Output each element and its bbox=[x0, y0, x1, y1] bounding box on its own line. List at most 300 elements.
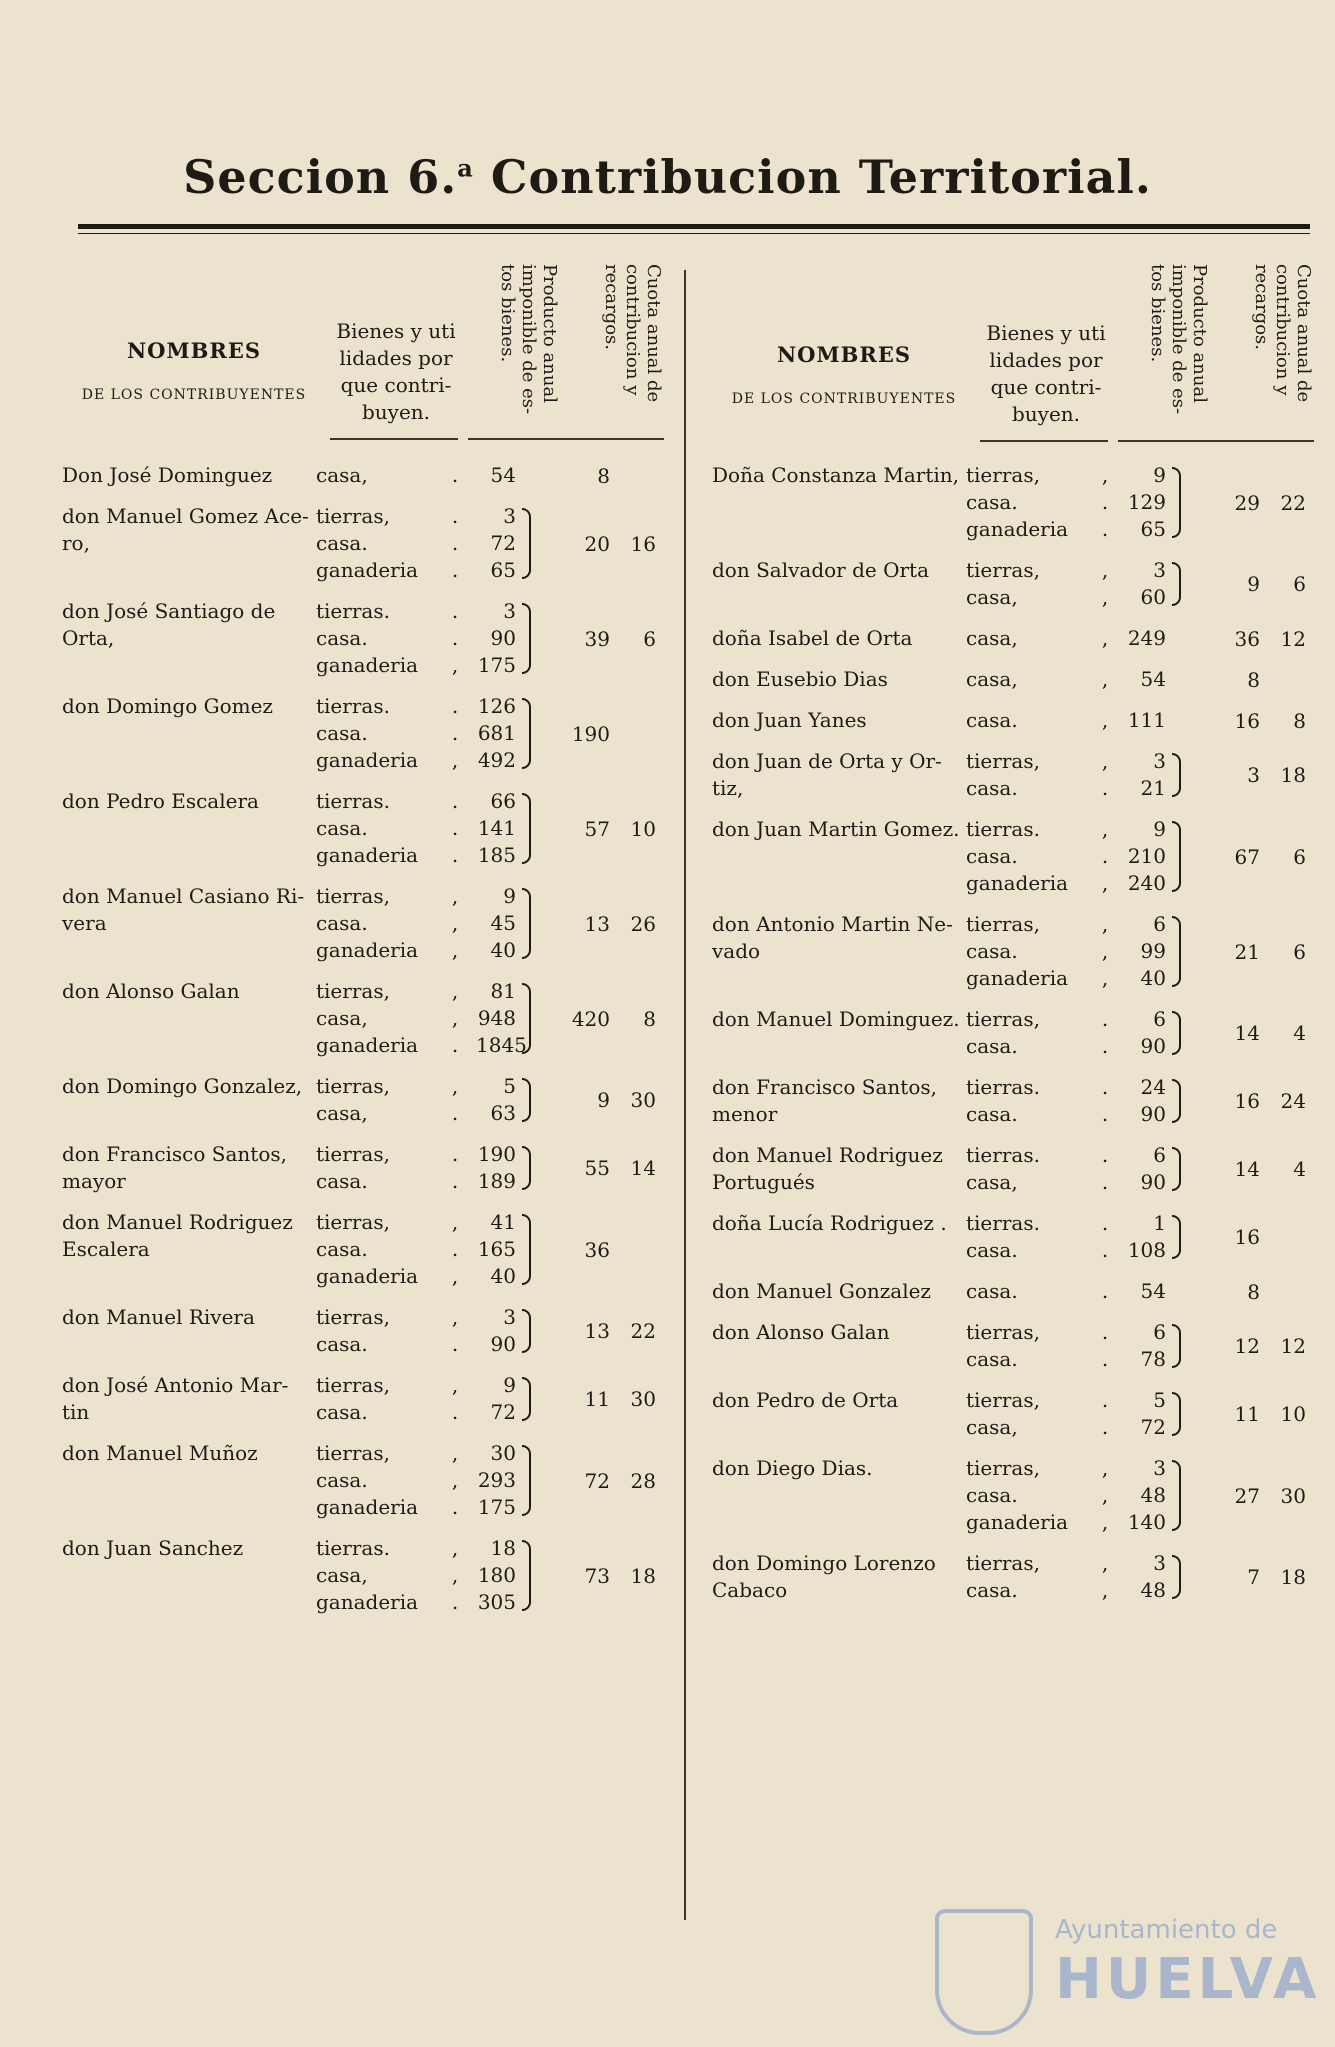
asset-leader: . bbox=[1101, 1347, 1109, 1371]
asset-leader: , bbox=[451, 1373, 459, 1397]
asset-leader: , bbox=[451, 1264, 459, 1288]
header-bienes-left bbox=[326, 318, 466, 426]
cuota-anual bbox=[538, 1007, 666, 1031]
brace bbox=[1166, 1550, 1188, 1604]
cuota-maravedis bbox=[610, 722, 656, 746]
asset-list bbox=[966, 1550, 1166, 1604]
list-item bbox=[712, 666, 1316, 693]
asset-type: casa. bbox=[966, 1483, 1018, 1507]
brace bbox=[516, 1304, 538, 1358]
asset-leader: . bbox=[451, 789, 459, 813]
asset-type: casa. bbox=[316, 721, 368, 745]
asset-leader: , bbox=[451, 884, 459, 908]
contributor-name-line: don Diego Dias. bbox=[712, 1456, 873, 1480]
asset-product-value: 190 bbox=[477, 1142, 516, 1166]
contributor-name bbox=[712, 1319, 966, 1346]
cuota-anual bbox=[1188, 627, 1316, 651]
asset-row bbox=[966, 1482, 1166, 1509]
list-item bbox=[712, 557, 1316, 611]
contributor-name-line: menor bbox=[712, 1102, 778, 1126]
header-bienes-line: buyen. bbox=[361, 400, 431, 424]
asset-type: casa, bbox=[316, 463, 368, 487]
asset-row bbox=[966, 1074, 1166, 1101]
header-rule-right bbox=[980, 440, 1108, 442]
asset-type: casa. bbox=[966, 1347, 1018, 1371]
asset-type: ganaderia bbox=[316, 1033, 419, 1057]
cuota-anual bbox=[538, 1469, 666, 1493]
title-rule bbox=[78, 224, 1310, 229]
asset-product-value: 5 bbox=[503, 1074, 516, 1098]
asset-product-value: 5 bbox=[1153, 1388, 1166, 1412]
asset-type: tierras, bbox=[316, 1305, 390, 1329]
contributor-name bbox=[712, 1387, 966, 1414]
cuota-reales: 21 bbox=[1234, 939, 1260, 964]
asset-type: tierras, bbox=[316, 1142, 390, 1166]
asset-product-value: 18 bbox=[490, 1536, 516, 1560]
asset-leader: . bbox=[1101, 1388, 1109, 1412]
contributor-name-line: don José Antonio Mar- bbox=[62, 1373, 289, 1397]
asset-leader: . bbox=[451, 531, 459, 555]
asset-list bbox=[966, 911, 1166, 992]
cuota-reales: 36 bbox=[1234, 626, 1260, 651]
asset-type: casa. bbox=[966, 776, 1018, 800]
asset-leader: . bbox=[1101, 1211, 1109, 1235]
asset-product-value: 140 bbox=[1127, 1510, 1166, 1534]
title-rule-thin bbox=[78, 233, 1310, 234]
list-item bbox=[712, 1387, 1316, 1441]
asset-type: tierras, bbox=[966, 1320, 1040, 1344]
asset-product-value: 681 bbox=[477, 721, 516, 745]
cuota-anual bbox=[538, 464, 666, 488]
asset-product-value: 126 bbox=[477, 694, 516, 718]
asset-leader: . bbox=[451, 463, 459, 487]
contributor-name-line: Don José Dominguez bbox=[62, 463, 273, 487]
header-cuota-right: Cuota anual de contribucion y recargos. bbox=[1251, 264, 1314, 403]
cuota-maravedis: 6 bbox=[1293, 844, 1306, 869]
asset-leader: . bbox=[1101, 1320, 1109, 1344]
asset-product-value: 54 bbox=[1140, 1279, 1166, 1303]
asset-list bbox=[966, 816, 1166, 897]
brace bbox=[516, 1141, 538, 1195]
cuota-maravedis: 12 bbox=[1280, 626, 1306, 651]
asset-type: tierras. bbox=[966, 817, 1040, 841]
contributor-name-line: don Alonso Galan bbox=[62, 979, 240, 1003]
asset-leader: , bbox=[1101, 912, 1109, 936]
asset-leader: . bbox=[451, 1332, 459, 1356]
asset-row bbox=[966, 1577, 1166, 1604]
title-text: Contribucion Territorial. bbox=[490, 150, 1152, 204]
asset-leader: . bbox=[451, 1033, 459, 1057]
cuota-anual bbox=[1188, 940, 1316, 964]
cuota-reales: 12 bbox=[1234, 1334, 1260, 1358]
asset-leader: , bbox=[451, 979, 459, 1003]
asset-leader: , bbox=[1101, 749, 1109, 773]
contributor-name-line: don Manuel Dominguez. bbox=[712, 1007, 960, 1031]
cuota-anual bbox=[538, 1238, 666, 1262]
brace bbox=[1166, 666, 1188, 693]
asset-type: tierras, bbox=[966, 1456, 1040, 1480]
asset-row bbox=[316, 1073, 516, 1100]
asset-product-value: 40 bbox=[490, 938, 516, 962]
asset-product-value: 948 bbox=[477, 1006, 516, 1030]
asset-row bbox=[966, 666, 1166, 693]
asset-list bbox=[316, 883, 516, 964]
asset-leader: , bbox=[451, 1468, 459, 1492]
cuota-anual bbox=[538, 532, 666, 556]
contributor-name-line: don Alonso Galan bbox=[712, 1320, 890, 1344]
asset-product-value: 48 bbox=[1140, 1483, 1166, 1507]
asset-row bbox=[966, 584, 1166, 611]
cuota-maravedis: 22 bbox=[630, 1319, 656, 1343]
asset-row bbox=[966, 1237, 1166, 1264]
contributor-name bbox=[712, 911, 966, 965]
asset-list bbox=[966, 1387, 1166, 1441]
page-title bbox=[0, 150, 1335, 204]
asset-list bbox=[966, 557, 1166, 611]
brace bbox=[1166, 1387, 1188, 1441]
asset-list bbox=[316, 1535, 516, 1616]
asset-leader: , bbox=[1101, 1456, 1109, 1480]
header-rule-left bbox=[330, 438, 458, 440]
asset-type: casa. bbox=[316, 1400, 368, 1424]
watermark bbox=[935, 1905, 1321, 2040]
cuota-reales: 11 bbox=[1234, 1402, 1260, 1426]
asset-type: tierras, bbox=[316, 1210, 390, 1234]
asset-row bbox=[316, 1467, 516, 1494]
brace bbox=[516, 1440, 538, 1521]
asset-leader: . bbox=[1101, 1415, 1109, 1439]
cuota-anual bbox=[1188, 1484, 1316, 1508]
contributor-name bbox=[712, 816, 966, 843]
cuota-maravedis: 30 bbox=[1280, 1483, 1306, 1508]
asset-product-value: 54 bbox=[1140, 667, 1166, 691]
brace bbox=[1166, 1006, 1188, 1060]
asset-leader: , bbox=[1101, 1483, 1109, 1507]
cuota-reales: 72 bbox=[584, 1468, 610, 1493]
asset-leader: . bbox=[451, 1400, 459, 1424]
cuota-anual bbox=[538, 817, 666, 841]
contributor-name bbox=[62, 1440, 316, 1467]
asset-product-value: 3 bbox=[503, 504, 516, 528]
header-nombres-left bbox=[66, 338, 322, 403]
asset-row bbox=[316, 1263, 516, 1290]
asset-list bbox=[966, 666, 1166, 693]
cuota-maravedis: 22 bbox=[1280, 490, 1306, 515]
asset-row bbox=[966, 816, 1166, 843]
contributor-name-line: ro, bbox=[62, 531, 90, 555]
list-item bbox=[62, 598, 666, 679]
shield-icon bbox=[935, 1909, 1033, 2035]
asset-leader: . bbox=[1101, 1007, 1109, 1031]
asset-row bbox=[316, 1005, 516, 1032]
asset-product-value: 9 bbox=[1153, 463, 1166, 487]
brace bbox=[516, 693, 538, 774]
asset-leader: . bbox=[1101, 1143, 1109, 1167]
asset-type: ganaderia bbox=[316, 843, 419, 867]
brace bbox=[1166, 816, 1188, 897]
asset-type: ganaderia bbox=[316, 1264, 419, 1288]
list-item bbox=[712, 816, 1316, 897]
asset-product-value: 54 bbox=[490, 463, 516, 487]
asset-row bbox=[316, 978, 516, 1005]
cuota-anual bbox=[1188, 1402, 1316, 1426]
asset-product-value: 175 bbox=[477, 1495, 516, 1519]
asset-type: casa. bbox=[966, 490, 1018, 514]
brace bbox=[1166, 1278, 1188, 1305]
asset-product-value: 6 bbox=[1153, 912, 1166, 936]
contributor-name bbox=[62, 693, 316, 720]
brace bbox=[1166, 1142, 1188, 1196]
list-item bbox=[712, 748, 1316, 802]
asset-type: tierras. bbox=[966, 1211, 1040, 1235]
cuota-reales: 73 bbox=[584, 1563, 610, 1588]
contributor-name bbox=[712, 462, 966, 489]
asset-product-value: 90 bbox=[1140, 1034, 1166, 1058]
asset-product-value: 78 bbox=[1140, 1347, 1166, 1371]
asset-type: ganaderia bbox=[316, 1495, 419, 1519]
asset-product-value: 40 bbox=[490, 1264, 516, 1288]
asset-row bbox=[316, 910, 516, 937]
cuota-anual bbox=[1188, 1565, 1316, 1589]
asset-leader: . bbox=[451, 626, 459, 650]
header-bienes-line: que contri- bbox=[990, 375, 1102, 399]
header-nombres-sub: DE LOS CONTRIBUYENTES bbox=[731, 391, 957, 407]
asset-row bbox=[966, 462, 1166, 489]
asset-row bbox=[966, 911, 1166, 938]
contributor-name bbox=[712, 625, 966, 652]
asset-type: tierras. bbox=[316, 599, 390, 623]
asset-row bbox=[966, 1278, 1166, 1305]
asset-row bbox=[316, 652, 516, 679]
asset-type: casa, bbox=[966, 1415, 1018, 1439]
contributor-name bbox=[712, 1074, 966, 1128]
contributor-name-line: don José Santiago de bbox=[62, 599, 276, 623]
contributor-name-line: Portugués bbox=[712, 1170, 815, 1194]
cuota-maravedis: 10 bbox=[1280, 1402, 1306, 1426]
asset-type: ganaderia bbox=[316, 938, 419, 962]
asset-list bbox=[966, 625, 1166, 652]
asset-type: tierras. bbox=[966, 1143, 1040, 1167]
asset-product-value: 41 bbox=[490, 1210, 516, 1234]
contributor-name-line: don Domingo Gonzalez, bbox=[62, 1074, 303, 1098]
asset-row bbox=[966, 707, 1166, 734]
contributor-name-line: don Pedro de Orta bbox=[712, 1388, 899, 1412]
asset-leader: , bbox=[1101, 939, 1109, 963]
header-bienes-line: lidades por bbox=[989, 348, 1103, 372]
header-rule-right bbox=[1118, 440, 1314, 442]
contributor-name-line: Cabaco bbox=[712, 1578, 788, 1602]
contributor-name bbox=[62, 1209, 316, 1263]
contributor-name bbox=[712, 707, 966, 734]
asset-type: casa, bbox=[316, 1563, 368, 1587]
list-item bbox=[712, 625, 1316, 652]
asset-product-value: 40 bbox=[1140, 966, 1166, 990]
asset-leader: , bbox=[451, 1441, 459, 1465]
asset-product-value: 185 bbox=[477, 843, 516, 867]
asset-product-value: 175 bbox=[477, 653, 516, 677]
asset-leader: . bbox=[451, 1101, 459, 1125]
asset-leader: , bbox=[1101, 871, 1109, 895]
asset-product-value: 1 bbox=[1153, 1211, 1166, 1235]
asset-leader: . bbox=[451, 1590, 459, 1614]
asset-type: tierras, bbox=[966, 912, 1040, 936]
asset-list bbox=[966, 1319, 1166, 1373]
contributor-name-line: don Salvador de Orta bbox=[712, 558, 930, 582]
asset-type: tierras. bbox=[316, 1536, 390, 1560]
asset-row bbox=[966, 1387, 1166, 1414]
list-item bbox=[712, 1550, 1316, 1604]
cuota-maravedis: 8 bbox=[1293, 708, 1306, 733]
cuota-maravedis: 18 bbox=[630, 1563, 656, 1588]
asset-row bbox=[966, 748, 1166, 775]
contributor-name bbox=[62, 1304, 316, 1331]
asset-product-value: 165 bbox=[477, 1237, 516, 1261]
contributor-name-line: don Francisco Santos, bbox=[712, 1075, 937, 1099]
contributor-name-line: doña Isabel de Orta bbox=[712, 626, 913, 650]
asset-product-value: 6 bbox=[1153, 1007, 1166, 1031]
cuota-anual bbox=[1188, 491, 1316, 515]
contributor-name bbox=[62, 1372, 316, 1426]
asset-type: ganaderia bbox=[316, 748, 419, 772]
asset-leader: . bbox=[451, 694, 459, 718]
asset-leader: . bbox=[451, 599, 459, 623]
asset-product-value: 72 bbox=[1140, 1415, 1166, 1439]
asset-product-value: 65 bbox=[490, 558, 516, 582]
list-item bbox=[712, 1074, 1316, 1128]
contributor-name bbox=[62, 462, 316, 489]
asset-row bbox=[316, 1562, 516, 1589]
list-item bbox=[62, 978, 666, 1059]
asset-leader: , bbox=[451, 1210, 459, 1234]
asset-list bbox=[966, 462, 1166, 543]
contributor-name-line: don Antonio Martin Ne- bbox=[712, 912, 953, 936]
asset-type: tierras. bbox=[316, 789, 390, 813]
asset-row bbox=[966, 1346, 1166, 1373]
contributor-name bbox=[712, 748, 966, 802]
asset-product-value: 240 bbox=[1127, 871, 1166, 895]
cuota-maravedis: 10 bbox=[630, 816, 656, 841]
asset-product-value: 65 bbox=[1140, 517, 1166, 541]
brace bbox=[516, 503, 538, 584]
contributor-name-line: tin bbox=[62, 1400, 90, 1424]
cuota-reales: 39 bbox=[584, 626, 610, 651]
asset-type: tierras, bbox=[316, 504, 390, 528]
asset-list bbox=[966, 1210, 1166, 1264]
asset-product-value: 108 bbox=[1127, 1238, 1166, 1262]
contributor-name bbox=[712, 1142, 966, 1196]
asset-list bbox=[966, 1455, 1166, 1536]
list-item bbox=[712, 1319, 1316, 1373]
asset-row bbox=[966, 1414, 1166, 1441]
cuota-maravedis: 6 bbox=[1293, 572, 1306, 596]
brace bbox=[1166, 1455, 1188, 1536]
asset-leader: . bbox=[1101, 1279, 1109, 1303]
asset-row bbox=[316, 530, 516, 557]
asset-leader: , bbox=[1101, 585, 1109, 609]
asset-type: ganaderia bbox=[966, 871, 1069, 895]
asset-type: tierras. bbox=[316, 694, 390, 718]
asset-product-value: 210 bbox=[1127, 844, 1166, 868]
asset-leader: . bbox=[451, 558, 459, 582]
cuota-maravedis: 6 bbox=[643, 626, 656, 651]
contributor-name bbox=[712, 1278, 966, 1305]
asset-product-value: 305 bbox=[477, 1590, 516, 1614]
asset-product-value: 3 bbox=[1153, 558, 1166, 582]
contributor-name-line: don Manuel Rodriguez bbox=[712, 1143, 943, 1167]
cuota-maravedis: 26 bbox=[630, 911, 656, 936]
brace bbox=[1166, 462, 1188, 543]
asset-product-value: 3 bbox=[1153, 1456, 1166, 1480]
cuota-reales: 11 bbox=[584, 1387, 610, 1411]
contributor-name bbox=[62, 1141, 316, 1195]
asset-type: casa. bbox=[966, 939, 1018, 963]
asset-product-value: 72 bbox=[490, 531, 516, 555]
header-nombres-title: NOMBRES bbox=[126, 338, 262, 363]
cuota-reales: 420 bbox=[571, 1006, 610, 1031]
cuota-anual bbox=[1188, 709, 1316, 733]
asset-product-value: 60 bbox=[1140, 585, 1166, 609]
asset-leader: , bbox=[1101, 1510, 1109, 1534]
contributor-name-line: mayor bbox=[62, 1169, 126, 1193]
asset-row bbox=[316, 1440, 516, 1467]
contributor-name-line: don Eusebio Dias bbox=[712, 667, 888, 691]
asset-leader: . bbox=[1101, 1075, 1109, 1099]
asset-product-value: 90 bbox=[490, 1332, 516, 1356]
cuota-anual bbox=[538, 1088, 666, 1112]
asset-type: tierras, bbox=[316, 1373, 390, 1397]
header-producto-right: Producto anual imponible de es-tos bienes. bbox=[1147, 264, 1210, 415]
asset-row bbox=[316, 693, 516, 720]
list-item bbox=[62, 1372, 666, 1426]
cuota-anual bbox=[538, 1387, 666, 1411]
asset-leader: . bbox=[451, 1169, 459, 1193]
cuota-maravedis: 30 bbox=[630, 1088, 656, 1112]
contributor-name-line: don Manuel Gonzalez bbox=[712, 1279, 931, 1303]
header-nombres-sub: DE LOS CONTRIBUYENTES bbox=[81, 387, 307, 403]
asset-product-value: 9 bbox=[503, 1373, 516, 1397]
asset-product-value: 24 bbox=[1140, 1075, 1166, 1099]
list-item bbox=[712, 462, 1316, 543]
asset-row bbox=[966, 516, 1166, 543]
asset-product-value: 141 bbox=[477, 816, 516, 840]
asset-list bbox=[966, 748, 1166, 802]
asset-row bbox=[966, 938, 1166, 965]
contributors-list-right bbox=[712, 462, 1316, 1618]
cuota-reales: 9 bbox=[1247, 572, 1260, 596]
asset-product-value: 63 bbox=[490, 1101, 516, 1125]
asset-product-value: 72 bbox=[490, 1400, 516, 1424]
asset-list bbox=[316, 1304, 516, 1358]
asset-leader: , bbox=[1101, 817, 1109, 841]
asset-row bbox=[966, 1033, 1166, 1060]
cuota-maravedis bbox=[1260, 1280, 1306, 1304]
list-item bbox=[62, 1440, 666, 1521]
header-cuota-left: Cuota anual de contribucion y recargos. bbox=[601, 264, 664, 403]
asset-row bbox=[316, 1304, 516, 1331]
list-item bbox=[712, 707, 1316, 734]
asset-product-value: 66 bbox=[490, 789, 516, 813]
asset-leader: . bbox=[451, 1142, 459, 1166]
contributor-name bbox=[62, 978, 316, 1005]
asset-type: tierras, bbox=[966, 749, 1040, 773]
asset-leader: , bbox=[1101, 667, 1109, 691]
asset-leader: , bbox=[451, 1563, 459, 1587]
cuota-anual bbox=[1188, 1157, 1316, 1181]
asset-row bbox=[316, 815, 516, 842]
cuota-anual bbox=[1188, 1334, 1316, 1358]
asset-row bbox=[966, 1550, 1166, 1577]
header-bienes-line: buyen. bbox=[1011, 402, 1081, 426]
